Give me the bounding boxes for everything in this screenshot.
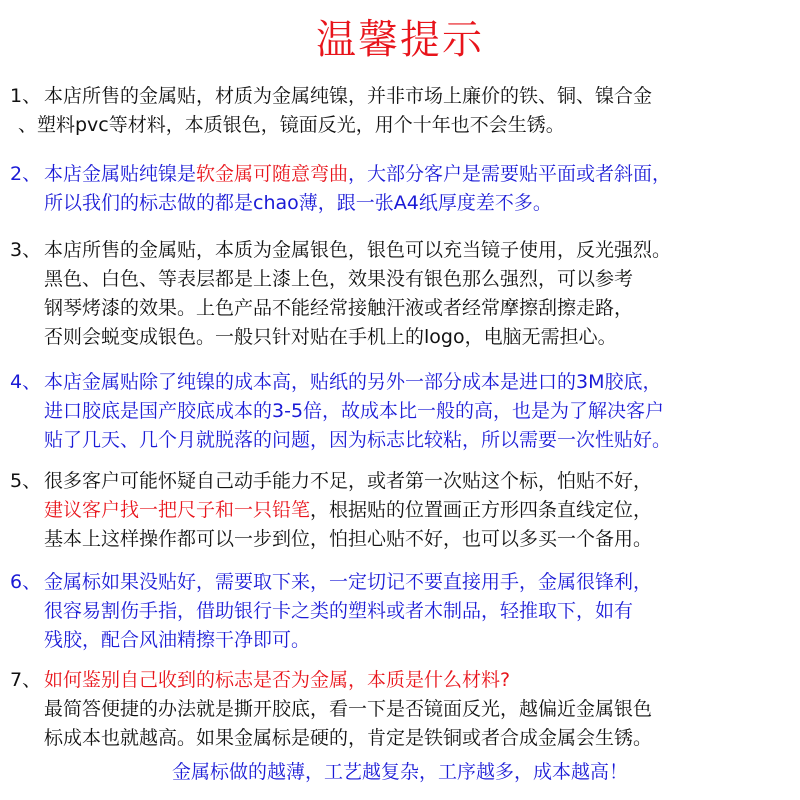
item-number: 7、 [10, 669, 42, 691]
item-number: 2、 [10, 163, 42, 185]
item-line: 很多客户可能怀疑自己动手能力不足，或者第一次贴这个标，怕贴不好， [44, 470, 653, 492]
item-line: 金属标如果没贴好，需要取下来，一定切记不要直接用手，金属很锋利， [44, 571, 653, 593]
item-line: 基本上这样操作都可以一步到位，怕担心贴不好，也可以多买一个备用。 [44, 528, 653, 550]
item-line: 所以我们的标志做的都是chao薄，跟一张A4纸厚度差不多。 [44, 192, 552, 214]
item-text: ，根据贴的位置画正方形四条直线定位， [310, 499, 653, 521]
item-line: 贴了几天、几个月就脱落的问题，因为标志比较粘，所以需要一次性贴好。 [44, 429, 672, 451]
page-title: 温馨提示 [316, 17, 484, 63]
highlight-text: 建议客户找一把尺子和一只铅笔 [44, 499, 311, 521]
highlight-text: 如何鉴别自己收到的标志是否为金属，本质是什么材料? [44, 669, 511, 691]
item-line: 进口胶底是国产胶底成本的3-5倍，故成本比一般的高，也是为了解决客户 [44, 400, 665, 422]
item-number: 1、 [10, 85, 42, 107]
item-line: 残胶，配合风油精擦干净即可。 [44, 629, 311, 651]
highlight-text: 软金属可随意弯曲 [196, 163, 349, 185]
item-line: 本店所售的金属贴，本质为金属银色，银色可以充当镜子使用，反光强烈。 [44, 239, 672, 261]
item-line: 很容易割伤手指，借助银行卡之类的塑料或者木制品，轻推取下，如有 [44, 600, 634, 622]
item-line [44, 496, 652, 525]
item-number: 3、 [10, 239, 42, 261]
item-line: 最简答便捷的办法就是撕开胶底，看一下是否镜面反光，越偏近金属银色 [44, 698, 653, 720]
item-text: ，大部分客户是需要贴平面或者斜面， [348, 163, 672, 185]
item-line [44, 160, 671, 189]
footer-note: 金属标做的越薄，工艺越复杂，工序越多，成本越高！ [171, 761, 628, 783]
item-line: 本店所售的金属贴，材质为金属纯镍，并非市场上廉价的铁、铜、镍合金 [44, 85, 653, 107]
item-text: 本店金属贴纯镍是 [44, 163, 197, 185]
item-line: 标成本也就越高。如果金属标是硬的，肯定是铁铜或者合成金属会生锈。 [44, 727, 653, 749]
item-number: 6、 [10, 571, 42, 593]
item-line: 否则会蜕变成银色。一般只针对贴在手机上的logo，电脑无需担心。 [44, 326, 617, 348]
item-line: 本店金属贴除了纯镍的成本高，贴纸的另外一部分成本是进口的3M胶底， [44, 371, 662, 393]
item-line: 黑色、白色、等表层都是上漆上色，效果没有银色那么强烈，可以参考 [44, 268, 634, 290]
item-number: 4、 [10, 371, 42, 393]
item-line: 钢琴烤漆的效果。上色产品不能经常接触汗液或者经常摩擦刮擦走路， [44, 297, 634, 319]
item-number: 5、 [10, 470, 42, 492]
item-line: 、塑料pvc等材料，本质银色，镜面反光，用个十年也不会生锈。 [18, 114, 565, 136]
